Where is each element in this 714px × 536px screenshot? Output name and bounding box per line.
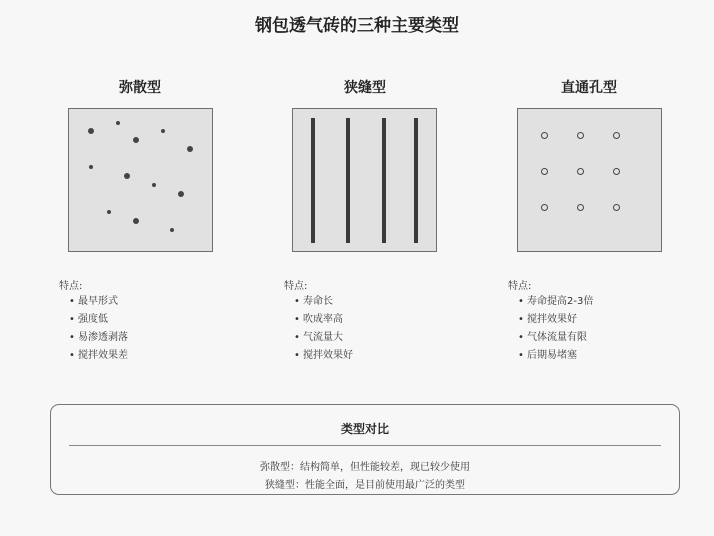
pore-dot <box>152 183 156 187</box>
pore-dot <box>187 146 193 152</box>
slit-line <box>346 118 350 243</box>
hole-circle <box>613 204 620 211</box>
feature-text: 寿命长 <box>303 296 333 307</box>
hole-circle <box>541 168 548 175</box>
features-heading: 特点: <box>59 281 83 292</box>
slit-diagram <box>292 108 437 252</box>
hole-circle <box>577 204 584 211</box>
hole-circle <box>577 168 584 175</box>
pore-dot <box>107 210 111 214</box>
comparison-line: 狭缝型：性能全面，是目前使用最广泛的类型 <box>265 480 465 491</box>
pore-dot <box>88 128 94 134</box>
features-heading: 特点: <box>284 281 308 292</box>
list-item: • 易渗透剥落 <box>69 332 128 343</box>
list-item: • 搅拌效果好 <box>518 314 577 325</box>
feature-list <box>69 295 128 367</box>
feature-text: 搅拌效果好 <box>527 314 577 325</box>
feature-text: 气体流量有限 <box>527 332 587 343</box>
slit-line <box>311 118 315 243</box>
hole-circle <box>613 132 620 139</box>
feature-text: 后期易堵塞 <box>527 350 577 361</box>
pore-dot <box>133 218 139 224</box>
hole-circle <box>577 132 584 139</box>
feature-text: 寿命提高2-3倍 <box>527 296 594 307</box>
feature-text: 搅拌效果好 <box>303 350 353 361</box>
pore-dot <box>89 165 93 169</box>
feature-text: 强度低 <box>78 314 108 325</box>
slit-line <box>414 118 418 243</box>
straight-hole-diagram <box>517 108 662 252</box>
type-title: 狭缝型 <box>344 80 386 96</box>
list-item: • 强度低 <box>69 314 108 325</box>
slit-line <box>382 118 386 243</box>
pore-dot <box>124 173 130 179</box>
list-item: • 吹成率高 <box>294 314 343 325</box>
dispersed-diagram <box>68 108 213 252</box>
list-item: • 寿命长 <box>294 296 333 307</box>
hole-circle <box>541 204 548 211</box>
pore-dot <box>116 121 120 125</box>
feature-text: 吹成率高 <box>303 314 343 325</box>
list-item: • 搅拌效果好 <box>294 350 353 361</box>
comparison-box <box>50 404 680 495</box>
feature-list <box>294 295 353 367</box>
comparison-divider <box>69 445 661 446</box>
page-title: 钢包透气砖的三种主要类型 <box>255 16 459 36</box>
hole-circle <box>613 168 620 175</box>
list-item: • 气体流量有限 <box>518 332 587 343</box>
pore-dot <box>178 191 184 197</box>
list-item: • 寿命提高2-3倍 <box>518 296 594 307</box>
pore-dot <box>170 228 174 232</box>
feature-text: 气流量大 <box>303 332 343 343</box>
list-item: • 后期易堵塞 <box>518 350 577 361</box>
feature-text: 搅拌效果差 <box>78 350 128 361</box>
hole-circle <box>541 132 548 139</box>
type-title: 直通孔型 <box>561 80 617 96</box>
list-item: • 气流量大 <box>294 332 343 343</box>
feature-text: 易渗透剥落 <box>78 332 128 343</box>
type-title: 弥散型 <box>119 80 161 96</box>
pore-dot <box>133 137 139 143</box>
comparison-line: 弥散型：结构简单，但性能较差，现已较少使用 <box>260 462 470 473</box>
pore-dot <box>161 129 165 133</box>
feature-text: 最早形式 <box>78 296 118 307</box>
features-heading: 特点: <box>508 281 532 292</box>
feature-list <box>518 295 593 367</box>
list-item: • 最早形式 <box>69 296 118 307</box>
list-item: • 搅拌效果差 <box>69 350 128 361</box>
comparison-title: 类型对比 <box>340 422 389 436</box>
